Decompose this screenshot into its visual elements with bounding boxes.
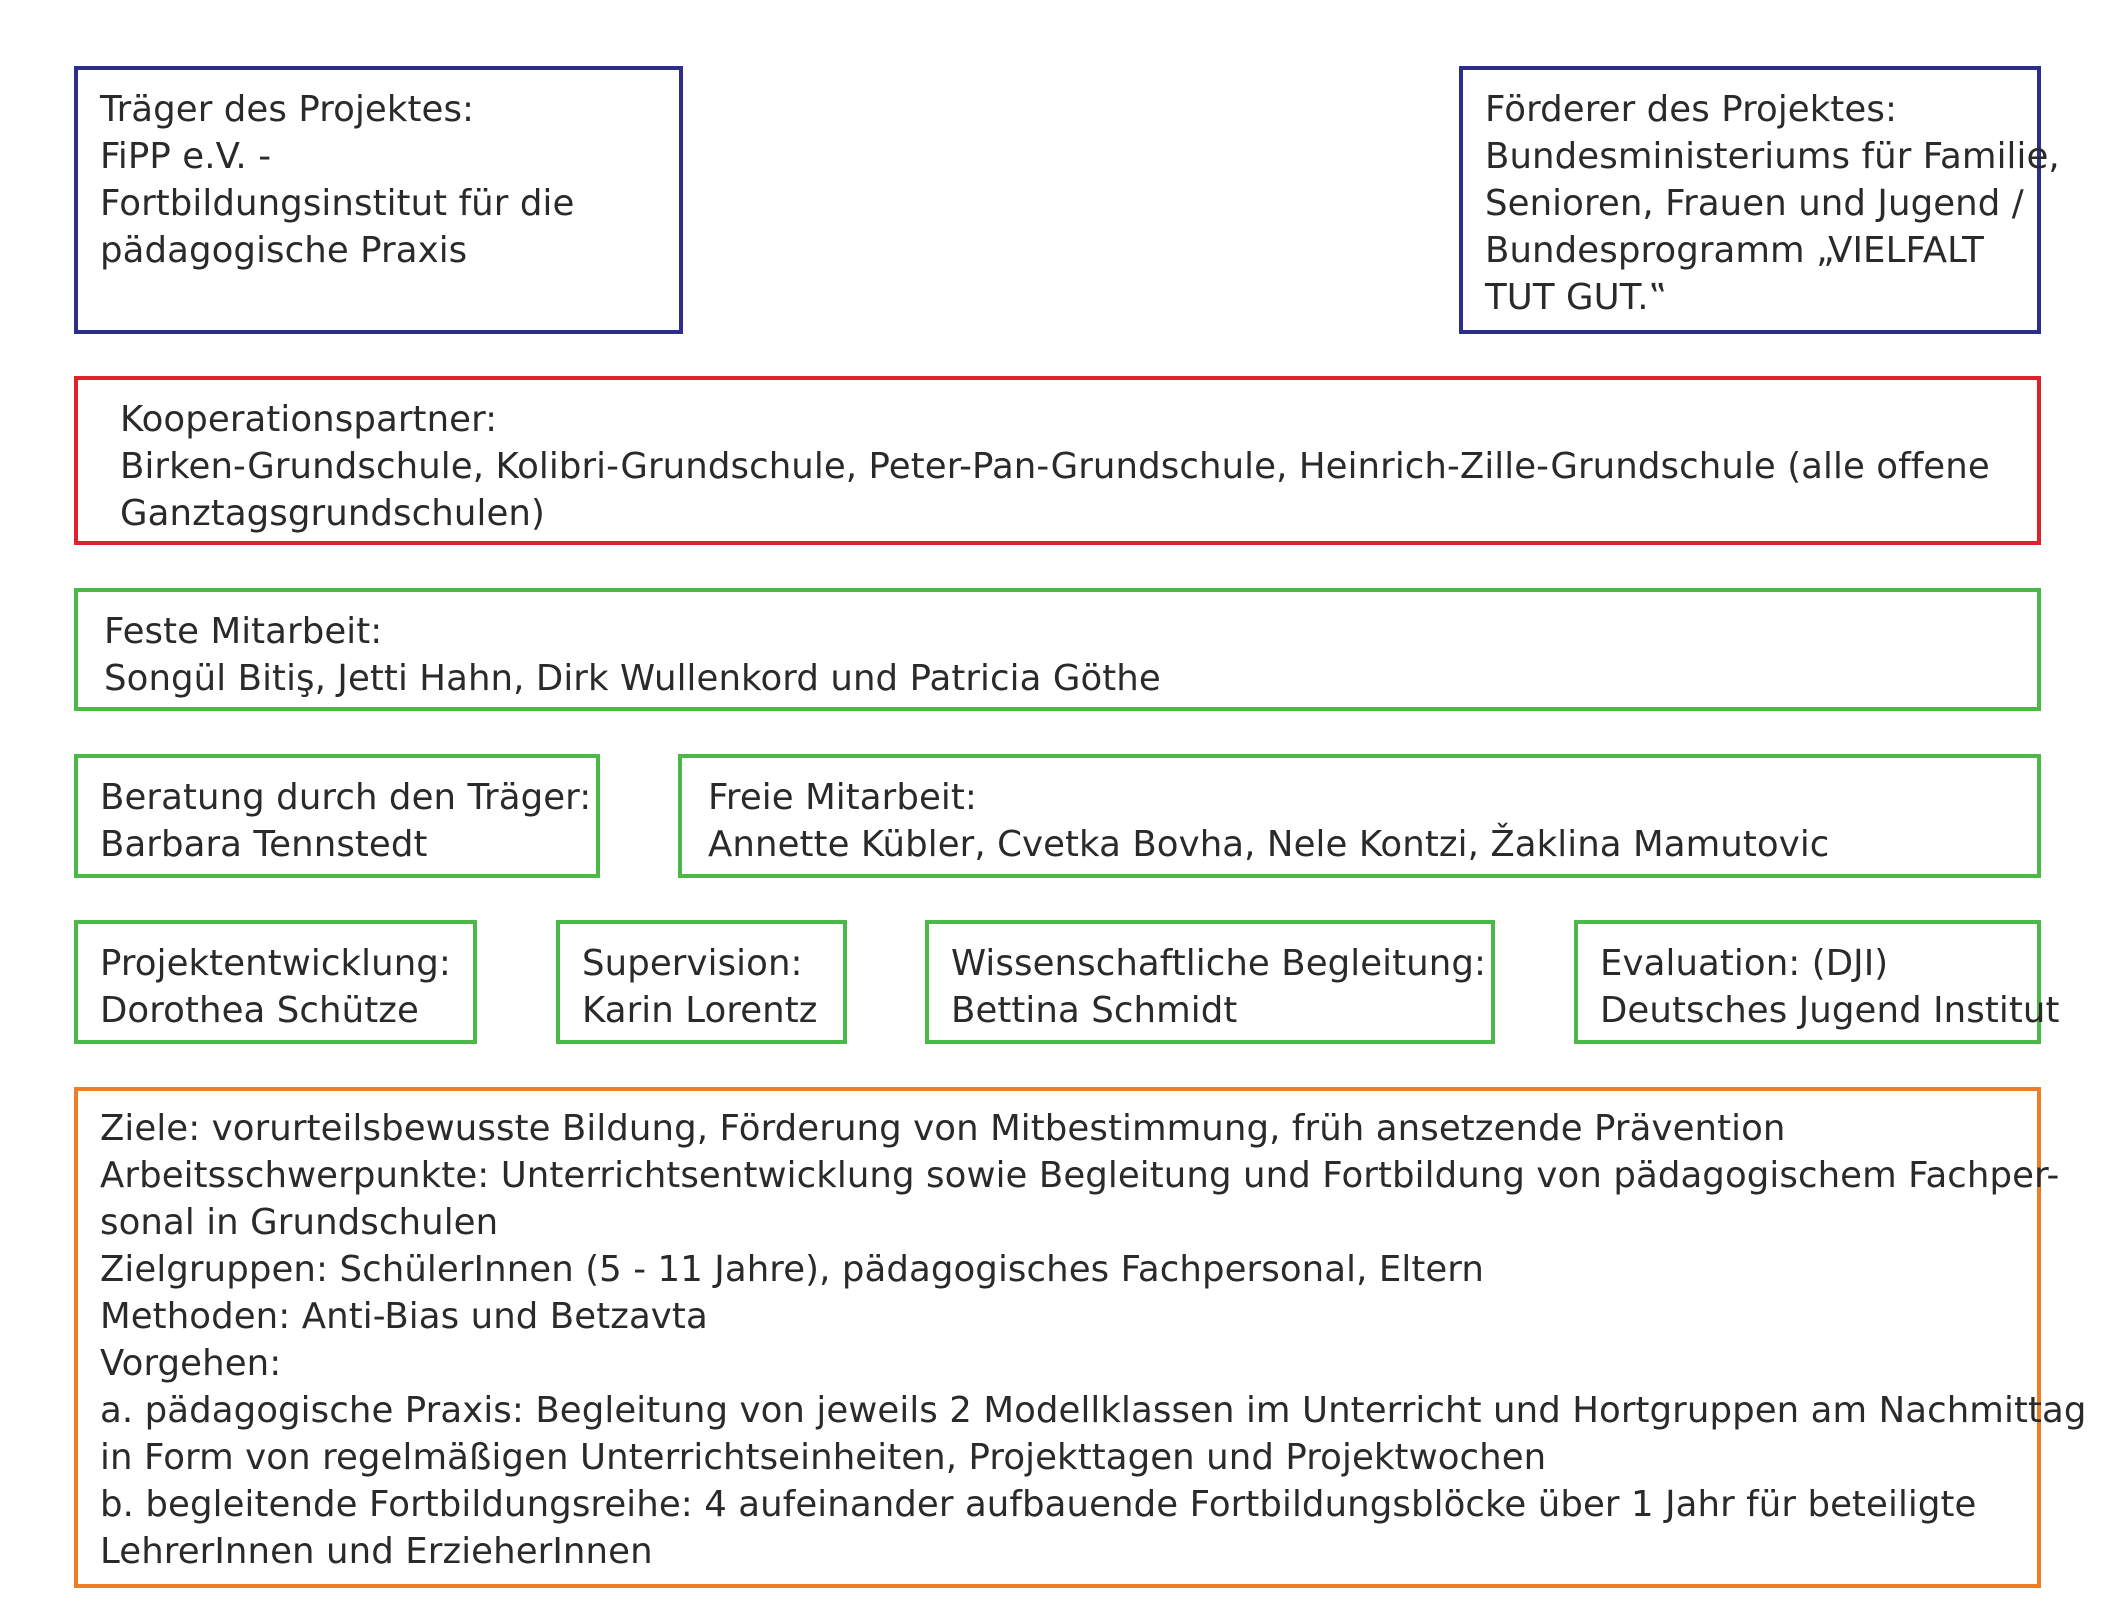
- feste-mitarbeit-names: Songül Bitiş, Jetti Hahn, Dirk Wullenkord und Patricia Göthe: [104, 658, 1161, 699]
- foerderer-line: TUT GUT.‟: [1485, 277, 1668, 318]
- ziele-line: Ziele: vorurteilsbewusste Bildung, Förderung von Mitbestimmung, früh ansetzende Prävention: [100, 1108, 1786, 1149]
- vorgehen-line: a. pädagogische Praxis: Begleitung von jeweils 2 Modellklassen im Unterricht und Hortgruppen am Nachmittag: [100, 1390, 2087, 1431]
- evaluation-box: [1574, 920, 2060, 1044]
- kooperation-box: [74, 376, 2041, 545]
- freie-mitarbeit-heading: Freie Mitarbeit:: [708, 777, 977, 818]
- vorgehen-line: b. begleitende Fortbildungsreihe: 4 aufeinander aufbauende Fortbildungsblöcke über 1 Jahr für beteiligte: [100, 1484, 1977, 1525]
- supervision-box: [556, 920, 847, 1044]
- traeger-line: FiPP e.V. -: [100, 136, 272, 177]
- freie-mitarbeit-box: [678, 754, 2041, 878]
- ziele-box: [74, 1087, 2087, 1588]
- feste-mitarbeit-box: [74, 588, 2041, 711]
- supervision-heading: Supervision:: [582, 943, 803, 984]
- evaluation-name: Deutsches Jugend Institut: [1600, 990, 2060, 1031]
- beratung-box: [74, 754, 600, 878]
- vorgehen-line: in Form von regelmäßigen Unterrichtseinheiten, Projekttagen und Projektwochen: [100, 1437, 1547, 1478]
- vorgehen-line: LehrerInnen und ErzieherInnen: [100, 1531, 653, 1572]
- arbeitsschwerpunkte-line: sonal in Grundschulen: [100, 1202, 499, 1243]
- traeger-heading: Träger des Projektes:: [100, 89, 475, 130]
- methoden-line: Methoden: Anti-Bias und Betzavta: [100, 1296, 708, 1337]
- traeger-line: Fortbildungsinstitut für die: [100, 183, 575, 224]
- kooperation-heading: Kooperationspartner:: [120, 399, 498, 440]
- traeger-box: [74, 66, 683, 334]
- foerderer-line: Bundesprogramm „VIELFALT: [1485, 230, 1984, 271]
- foerderer-box: [1459, 66, 2060, 334]
- feste-mitarbeit-heading: Feste Mitarbeit:: [104, 611, 383, 652]
- foerderer-heading: Förderer des Projektes:: [1485, 89, 1898, 130]
- traeger-line: pädagogische Praxis: [100, 230, 468, 271]
- beratung-heading: Beratung durch den Träger:: [100, 777, 592, 818]
- supervision-name: Karin Lorentz: [582, 990, 818, 1031]
- projektentwicklung-name: Dorothea Schütze: [100, 990, 419, 1031]
- kooperation-line: Birken-Grundschule, Kolibri-Grundschule, Peter-Pan-Grundschule, Heinrich-Zille-Grundschule (alle offene: [120, 446, 1990, 487]
- arbeitsschwerpunkte-line: Arbeitsschwerpunkte: Unterrichtsentwicklung sowie Begleitung und Fortbildung von pädagogischem Fachper-: [100, 1155, 2060, 1196]
- projektentwicklung-box: [74, 920, 477, 1044]
- freie-mitarbeit-names: Annette Kübler, Cvetka Bovha, Nele Kontzi, Žaklina Mamutovic: [708, 824, 1830, 865]
- projektentwicklung-heading: Projektentwicklung:: [100, 943, 451, 984]
- foerderer-line: Senioren, Frauen und Jugend /: [1485, 183, 2024, 224]
- zielgruppen-line: Zielgruppen: SchülerInnen (5 - 11 Jahre), pädagogisches Fachpersonal, Eltern: [100, 1249, 1484, 1290]
- evaluation-heading: Evaluation: (DJI): [1600, 943, 1889, 984]
- wissenschaftliche-begleitung-heading: Wissenschaftliche Begleitung:: [951, 943, 1487, 984]
- foerderer-line: Bundesministeriums für Familie,: [1485, 136, 2060, 177]
- beratung-name: Barbara Tennstedt: [100, 824, 428, 865]
- wissenschaftliche-begleitung-name: Bettina Schmidt: [951, 990, 1238, 1031]
- kooperation-line: Ganztagsgrundschulen): [120, 493, 545, 534]
- vorgehen-heading: Vorgehen:: [100, 1343, 282, 1384]
- wissenschaftliche-begleitung-box: [925, 920, 1495, 1044]
